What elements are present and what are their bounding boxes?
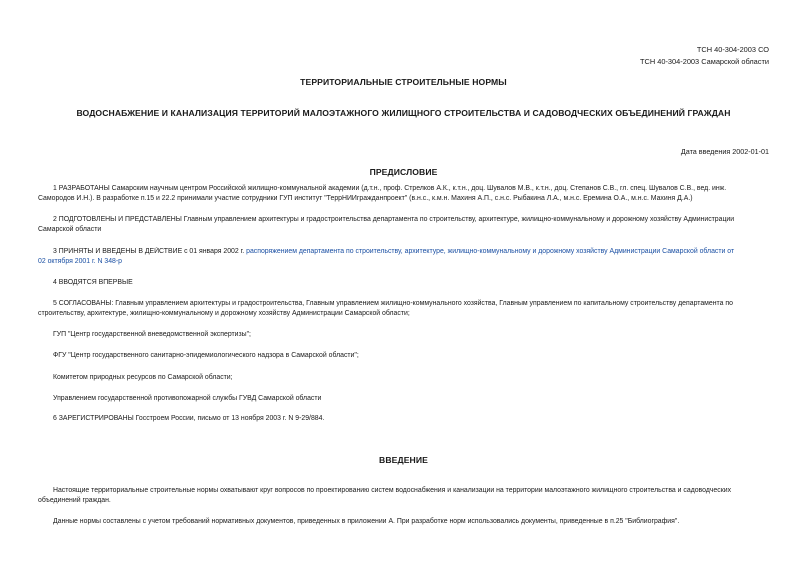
doc-code: ТСН 40-304-2003 СО xyxy=(696,45,769,54)
doc-title: ВОДОСНАБЖЕНИЕ И КАНАЛИЗАЦИЯ ТЕРРИТОРИЙ МАЛОЭТАЖНОГО ЖИЛИЩНОГО СТРОИТЕЛЬСТВА И САДОВОДЧЕСКИХ ОБЪЕДИНЕНИЙ ГРАЖДАН xyxy=(76,108,731,118)
intro-heading: ВВЕДЕНИЕ xyxy=(379,455,428,465)
doc-type-title: ТЕРРИТОРИАЛЬНЫЕ СТРОИТЕЛЬНЫЕ НОРМЫ xyxy=(300,77,507,87)
foreword-p2-line2: Самарской области xyxy=(38,226,102,233)
intro-p1-line2: объединений граждан. xyxy=(38,497,111,504)
order-link[interactable]: распоряжением департамента по строительству, архитектуре, жилищно-коммунальному и дорожному хозяйству Администрации Самарской области от xyxy=(246,248,735,255)
foreword-p6: 6 ЗАРЕГИСТРИРОВАНЫ Госстроем России, письмо от 13 ноября 2003 г. N 9-29/884. xyxy=(53,415,325,422)
foreword-p3-text: 3 ПРИНЯТЫ И ВВЕДЕНЫ В ДЕЙСТВИЕ с 01 января 2002 г. xyxy=(53,248,247,255)
foreword-p5-line2: строительству, архитектуре, жилищно-коммунальному и дорожному хозяйству Администрации Самарской области; xyxy=(38,310,410,317)
foreword-p1-line1: 1 РАЗРАБОТАНЫ Самарским научным центром Российской жилищно-коммунальной академии (д.т.н., проф. Стрелков А.К., к.т.н., доц. Шувалов М.В., к.т.н., доц. Степанов С.В., гл. спец. Шувалов С.В., вед. инж. xyxy=(53,185,727,192)
agreement-item: Управлением государственной противопожарной службы ГУВД Самарской области xyxy=(53,395,322,402)
intro-p2: Данные нормы составлены с учетом требований нормативных документов, приведенных в приложении А. При разработке норм использовались документы, приведенные в п.25 "Библиография". xyxy=(53,518,680,525)
foreword-p4: 4 ВВОДЯТСЯ ВПЕРВЫЕ xyxy=(53,279,133,286)
agreement-item: Комитетом природных ресурсов по Самарской области; xyxy=(53,374,233,381)
order-link-date[interactable]: 02 октября 2001 г. N 348-р xyxy=(38,258,122,265)
agreement-item: ФГУ "Центр государственного санитарно-эпидемиологического надзора в Самарской области"; xyxy=(53,352,359,359)
foreword-p1-line2: Самородов И.Н.). В разработке п.15 и 22.2 принимали участие сотрудники ГУП институт "ТеррНИИгражданпроект" (в.н.с., к.м.н. Махиня А.П., с.н.с. Рыбакина Л.А., м.н.с. Еремина О.А., м.н.с. Махиня Д.А.) xyxy=(38,195,693,202)
doc-code-full: ТСН 40-304-2003 Самарской области xyxy=(640,57,769,66)
intro-p1-line1: Настоящие территориальные строительные нормы охватывают круг вопросов по проектированию систем водоснабжения и канализации на территории малоэтажного жилищного строительства и садоводческих xyxy=(53,487,732,494)
foreword-p3-line1 xyxy=(53,247,770,257)
foreword-p5-line1: 5 СОГЛАСОВАНЫ: Главным управлением архитектуры и градостроительства, Главным управлением жилищно-коммунального хозяйства, Главным управлением по капитальному строительству департамента по xyxy=(53,300,733,307)
agreement-item: ГУП "Центр государственной вневедомственной экспертизы"; xyxy=(53,331,251,338)
foreword-p2-line1: 2 ПОДГОТОВЛЕНЫ И ПРЕДСТАВЛЕНЫ Главным управлением архитектуры и градостроительства департамента по строительству, архитектуре, жилищно-коммунальному и дорожному хозяйству Администрации xyxy=(53,216,735,223)
date-introduced: Дата введения 2002-01-01 xyxy=(680,147,769,156)
foreword-heading: ПРЕДИСЛОВИЕ xyxy=(369,167,438,177)
